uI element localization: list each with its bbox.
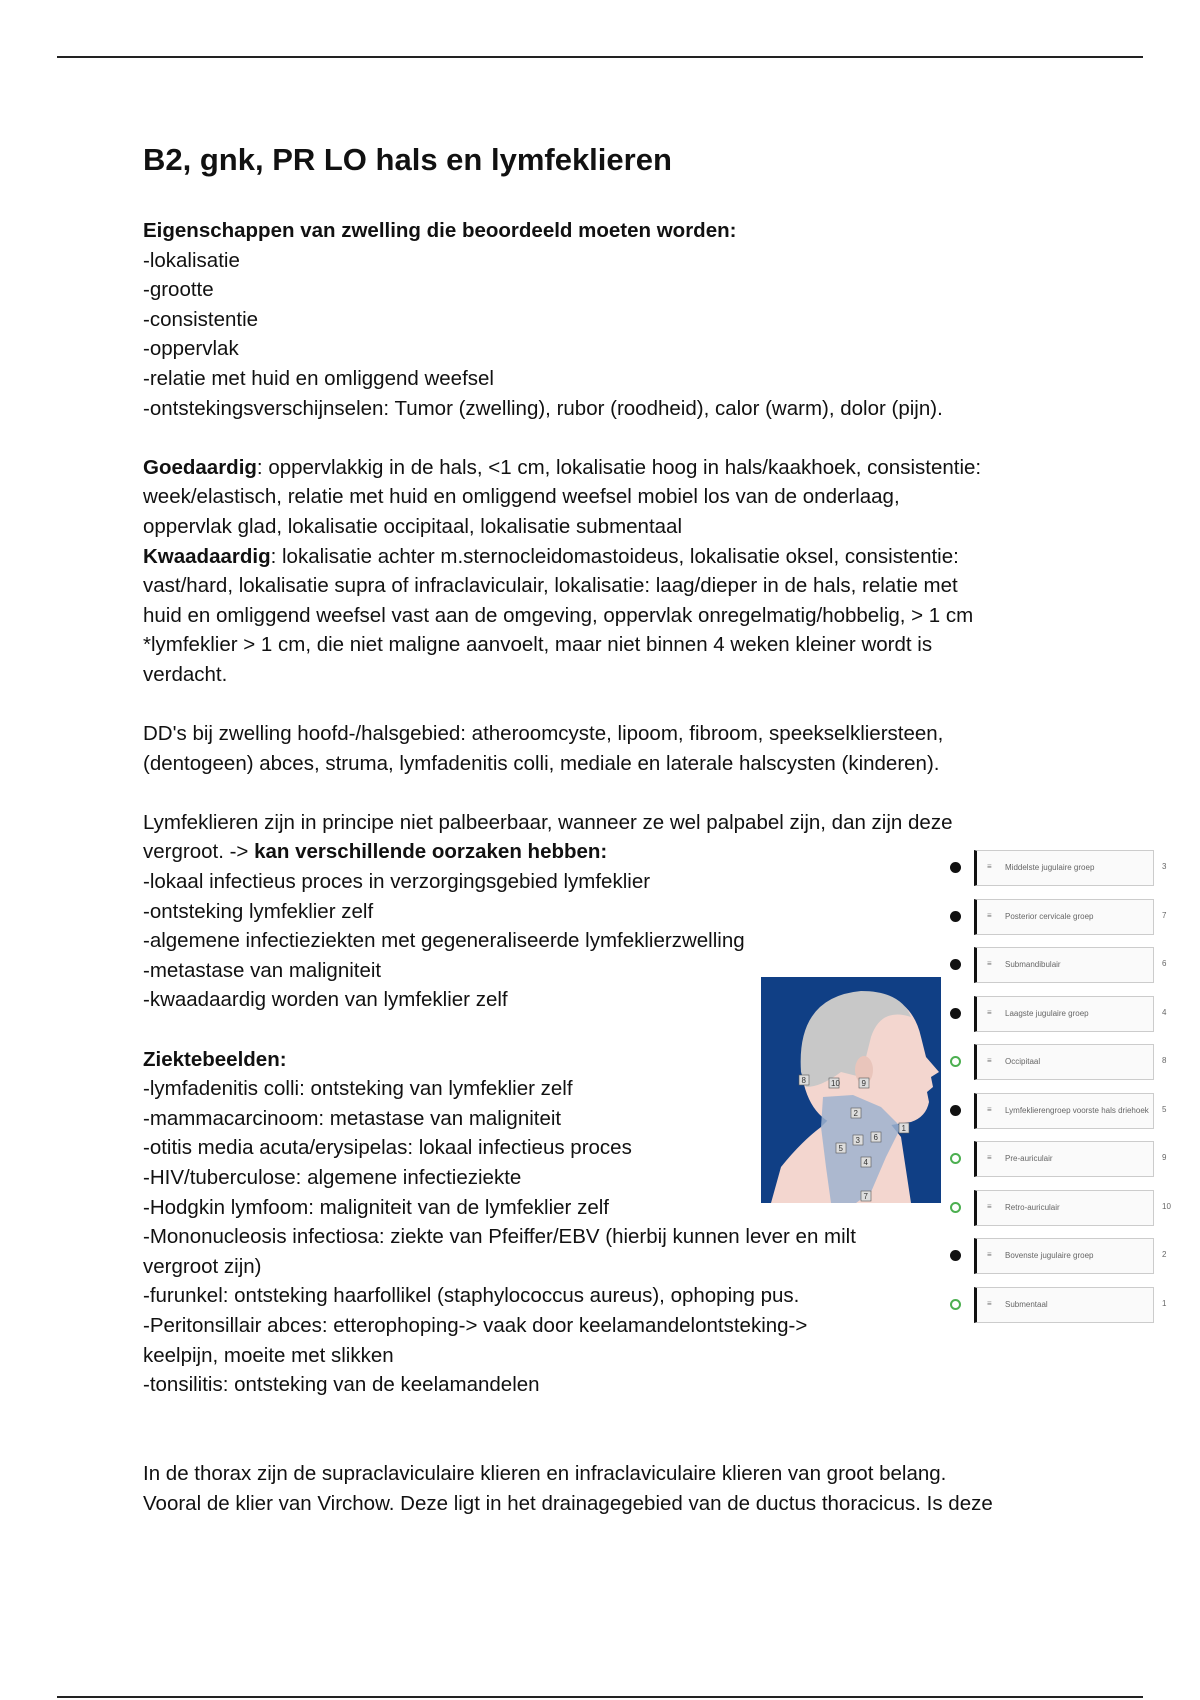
status-dot-icon	[950, 911, 961, 922]
figure-label: 8	[801, 1076, 806, 1085]
status-dot-icon	[950, 1056, 961, 1067]
figure-label: 7	[863, 1192, 868, 1201]
figure-label: 6	[873, 1133, 878, 1142]
status-dot-icon	[950, 1250, 961, 1261]
kwaadaardig-label: Kwaadaardig	[143, 544, 271, 568]
list-item: -Mononucleosis infectiosa: ziekte van Pfeiffer/EBV (hierbij kunnen lever en milt	[143, 1225, 856, 1249]
bottom-rule	[57, 1696, 1143, 1698]
legend-label: Submandibulair	[1005, 960, 1061, 969]
legend-label: Laagste jugulaire groep	[1005, 1008, 1089, 1018]
list-item: -lokalisatie	[143, 248, 240, 272]
legend-box	[974, 996, 1154, 1032]
figure-label: 10	[831, 1079, 840, 1088]
drag-handle-icon: ≡	[987, 862, 992, 871]
drag-handle-icon: ≡	[987, 959, 992, 968]
drag-handle-icon: ≡	[987, 1201, 992, 1211]
figure-label: 3	[855, 1136, 860, 1145]
legend-number: 6	[1162, 959, 1167, 968]
list-item: -lymfadenitis colli: ontsteking van lymfeklier zelf	[143, 1077, 573, 1101]
legend-row	[942, 1287, 1182, 1336]
figure-label: 9	[861, 1079, 866, 1088]
goedaardig-label: Goedaardig	[143, 455, 257, 479]
legend-row	[942, 996, 1182, 1045]
paragraph-line: In de thorax zijn de supraclaviculaire klieren en infraclaviculaire klieren van groot belang.	[143, 1461, 947, 1485]
list-item: -furunkel: ontsteking haarfollikel (staphylococcus aureus), ophoping pus.	[143, 1284, 800, 1308]
legend-number: 2	[1162, 1250, 1167, 1259]
paragraph-line: (dentogeen) abces, struma, lymfadenitis colli, mediale en laterale halscysten (kinderen).	[143, 751, 940, 775]
status-dot-icon	[950, 1008, 961, 1019]
lymph-node-legend	[942, 850, 1182, 1335]
legend-box	[974, 1287, 1154, 1323]
legend-label: Occipitaal	[1005, 1057, 1041, 1066]
legend-label: Retro-auriculair	[1005, 1202, 1060, 1212]
list-item: -tonsilitis: ontsteking van de keelamandelen	[143, 1373, 540, 1397]
status-dot-icon	[950, 1202, 961, 1213]
list-item: -grootte	[143, 278, 214, 302]
list-item: -kwaadaardig worden van lymfeklier zelf	[143, 988, 508, 1012]
legend-number: 8	[1162, 1056, 1167, 1065]
legend-row	[942, 1238, 1182, 1287]
legend-box	[974, 1238, 1154, 1274]
drag-handle-icon: ≡	[987, 1298, 992, 1308]
document-body	[143, 140, 1063, 1518]
legend-label: Pre-auriculair	[1005, 1154, 1053, 1163]
paragraph-line: vast/hard, lokalisatie supra of infraclaviculair, lokalisatie: laag/dieper in de hals, relatie met	[143, 574, 958, 598]
legend-label: Posterior cervicale groep	[1005, 911, 1094, 921]
paragraph-line: Lymfeklieren zijn in principe niet palbeerbaar, wanneer ze wel palpabel zijn, dan zijn deze	[143, 810, 953, 834]
list-item: keelpijn, moeite met slikken	[143, 1343, 394, 1367]
list-item: -Peritonsillair abces: etterophoping-> vaak door keelamandelontsteking->	[143, 1313, 808, 1337]
kwaadaardig-line: Kwaadaardig: lokalisatie achter m.sternocleidomastoideus, lokalisatie oksel, consistentie:	[143, 544, 959, 568]
drag-handle-icon: ≡	[987, 1104, 992, 1114]
list-item: -ontstekingsverschijnselen: Tumor (zwelling), rubor (roodheid), calor (warm), dolor (pijn).	[143, 396, 943, 420]
list-item: -oppervlak	[143, 337, 239, 361]
section-heading-ziektebeelden: Ziektebeelden:	[143, 1047, 287, 1071]
legend-number: 10	[1162, 1201, 1171, 1211]
list-item: -otitis media acuta/erysipelas: lokaal infectieus proces	[143, 1136, 632, 1160]
status-dot-icon	[950, 862, 961, 873]
legend-box	[974, 1093, 1154, 1129]
figure-label: 2	[853, 1109, 858, 1118]
paragraph-line: verdacht.	[143, 662, 228, 686]
list-item: -HIV/tuberculose: algemene infectieziekte	[143, 1166, 522, 1189]
list-item: -metastase van maligniteit	[143, 958, 382, 982]
legend-number: 5	[1162, 1104, 1167, 1114]
legend-number: 4	[1162, 1007, 1167, 1017]
status-dot-icon	[950, 1105, 961, 1116]
legend-number: 3	[1162, 862, 1167, 871]
legend-row	[942, 1093, 1182, 1142]
drag-handle-icon: ≡	[987, 910, 992, 920]
paragraph-line: vergroot. -> kan verschillende oorzaken hebben:	[143, 840, 608, 864]
page-title: B2, gnk, PR LO hals en lymfeklieren	[143, 142, 672, 177]
legend-number: 7	[1162, 910, 1167, 920]
status-dot-icon	[950, 1299, 961, 1310]
figure-label: 1	[901, 1124, 906, 1133]
legend-box	[974, 1044, 1154, 1080]
list-item: -algemene infectieziekten met gegeneraliseerde lymfeklierzwelling	[143, 929, 745, 953]
drag-handle-icon: ≡	[987, 1056, 992, 1065]
legend-row	[942, 947, 1182, 996]
neck-lymph-node-illustration	[761, 977, 941, 1203]
paragraph-line: week/elastisch, relatie met huid en omliggend weefsel mobiel los van de onderlaag,	[143, 485, 900, 509]
legend-box	[974, 1190, 1154, 1226]
legend-number: 9	[1162, 1153, 1167, 1162]
legend-label: Bovenste jugulaire groep	[1005, 1251, 1094, 1260]
list-item: -relatie met huid en omliggend weefsel	[143, 366, 494, 390]
legend-row	[942, 1141, 1182, 1190]
legend-box	[974, 850, 1154, 886]
status-dot-icon	[950, 1153, 961, 1164]
legend-label: Lymfeklierengroep voorste hals driehoek	[1005, 1105, 1149, 1115]
list-item: -lokaal infectieus proces in verzorgingsgebied lymfeklier	[143, 870, 651, 894]
legend-row	[942, 850, 1182, 899]
legend-row	[942, 1044, 1182, 1093]
legend-row	[942, 1190, 1182, 1239]
figure-label: 5	[838, 1144, 843, 1153]
goedaardig-line: Goedaardig: oppervlakkig in de hals, <1 cm, lokalisatie hoog in hals/kaakhoek, consistentie:	[143, 455, 982, 479]
legend-row	[942, 899, 1182, 948]
paragraph-line: DD's bij zwelling hoofd-/halsgebied: atheroomcyste, lipoom, fibroom, speekselkliersteen,	[143, 722, 944, 746]
paragraph-line: oppervlak glad, lokalisatie occipitaal, lokalisatie submentaal	[143, 514, 682, 538]
section-heading-eigenschappen: Eigenschappen van zwelling die beoordeeld moeten worden:	[143, 219, 737, 242]
figure-label: 4	[863, 1158, 868, 1167]
paragraph-line: *lymfeklier > 1 cm, die niet maligne aanvoelt, maar niet binnen 4 weken kleiner wordt is	[143, 633, 933, 657]
top-rule	[57, 56, 1143, 58]
list-item: -mammacarcinoom: metastase van maligniteit	[143, 1106, 562, 1130]
paragraph-line: Vooral de klier van Virchow. Deze ligt in het drainagegebied van de ductus thoracicus. Is deze	[143, 1491, 993, 1515]
list-item: -consistentie	[143, 307, 259, 331]
legend-box	[974, 899, 1154, 935]
list-item: -ontsteking lymfeklier zelf	[143, 899, 374, 923]
legend-box	[974, 947, 1154, 983]
legend-label: Middelste jugulaire groep	[1005, 863, 1095, 872]
head-profile-drawing	[761, 977, 941, 1203]
list-item: -Hodgkin lymfoom: maligniteit van de lymfeklier zelf	[143, 1195, 609, 1219]
drag-handle-icon: ≡	[987, 1250, 992, 1259]
legend-box	[974, 1141, 1154, 1177]
paragraph-line: huid en omliggend weefsel vast aan de omgeving, oppervlak onregelmatig/hobbelig, > 1 cm	[143, 603, 974, 627]
drag-handle-icon: ≡	[987, 1153, 992, 1162]
status-dot-icon	[950, 959, 961, 970]
legend-label: Submentaal	[1005, 1299, 1048, 1309]
drag-handle-icon: ≡	[987, 1007, 992, 1017]
legend-number: 1	[1162, 1298, 1167, 1308]
list-item: vergroot zijn)	[143, 1254, 262, 1278]
